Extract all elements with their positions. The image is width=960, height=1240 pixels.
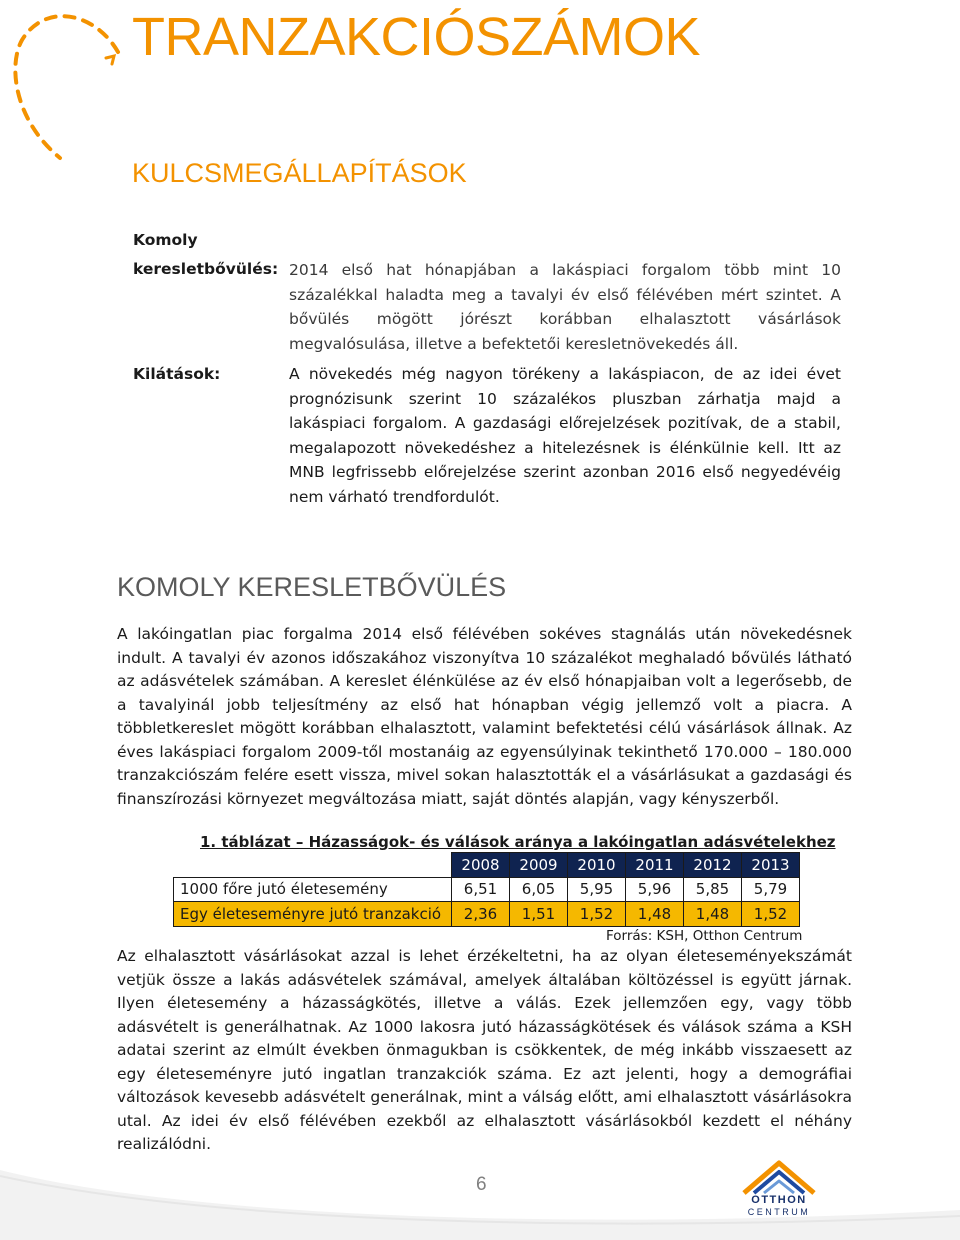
table-cell: 6,51 [452, 877, 510, 902]
table-cell: 1,48 [626, 902, 684, 927]
body-paragraph-2: Az elhalasztott vásárlásokat azzal is lehet érzékeltetni, ha az olyan életeseményekszámát vetjük össze a lakás adásvételek számával, amelyek általában költözéssel is együtt járnak. Ilyen életesemény a házasságkötés, illetve a válás. Ezek jellemzően egy, vagy több adásvételt is generálhatnak. Az 1000 lakosra jutó házasságkötések és válások száma a KSH adatai szerint az elmúlt években önmagukban is csökkentek, de még inkább visszaesett az egy életeseményre jutó ingatlan tranzakciók száma. Ez azt jelenti, hogy a demográfiai változások kevesebb adásvételt generálnak, mint a válság előtt, ami elhalasztott vásárlásokra utal. Az idei év első félévében ezekből az elhalasztott vásárlásokból kezdett el néhány realizálódni. [117, 947, 852, 1153]
page-number: 6 [476, 1174, 487, 1195]
key-finding-label-2: Kilátások: [133, 365, 221, 383]
row-label: 1000 főre jutó életesemény [174, 877, 452, 902]
year-header: 2008 [452, 853, 510, 878]
page-title: TRANZAKCIÓSZÁMOK [132, 7, 701, 67]
key-finding-label-1b: keresletbővülés: [133, 260, 279, 278]
table-cell: 5,85 [684, 877, 742, 902]
table-cell: 6,05 [510, 877, 568, 902]
otthon-centrum-logo [736, 1157, 822, 1231]
table-cell: 5,79 [742, 877, 800, 902]
table-source: Forrás: KSH, Otthon Centrum [606, 928, 803, 944]
table-cell: 1,51 [510, 902, 568, 927]
table-cell: 1,48 [684, 902, 742, 927]
table-cell: 1,52 [742, 902, 800, 927]
body-paragraph-1: A lakóingatlan piac forgalma 2014 első félévében sokéves stagnálás után növekedésnek indult. A tavalyi év azonos időszakához viszonyítva 10 százalékot meghaladó bővülés látható az adásvételek számában. A kereslet élénkülése az év első hónapjaiban volt a legerősebb, de a tavalyinál jobb teljesítmény az első hat hónapban végig jellemző volt a piacra. A többletkereslet mögött korábban elhalasztott, valamint befektetési célú vásárlások állnak. Az éves lakáspiaci forgalom 2009-től mostanáig az egyensúlyinak tekinthető 170.000 – 180.000 tranzakciószám felére esett vissza, mivel sokan halasztották el a vásárlásukat a gazdasági és finanszírozási környezet megváltozása miatt, saját döntés alapján, vagy kényszerből. [117, 625, 852, 808]
table-cell: 1,52 [568, 902, 626, 927]
table-cell: 5,96 [626, 877, 684, 902]
data-table [173, 852, 800, 927]
key-finding-text-2: A növekedés még nagyon törékeny a lakáspiacon, de az idei évet prognózisunk szerint 10 százalékos pluszban zárhatja majd a lakáspiaci forgalom. A gazdasági előrejelzések pozitívak, de a stabil, megalapozott növekedéshez a hitelezésnek is élénkülnie kell. Itt az MNB legfrissebb előrejelzése szerint azonban 2016 első negyedévéig nem várható trendfordulót. [289, 365, 841, 506]
table-row [174, 877, 800, 902]
logo-text-line1: OTTHON [751, 1194, 807, 1206]
table-corner-cell [174, 853, 452, 878]
table-row-highlighted [174, 902, 800, 927]
logo-house-icon [736, 1157, 822, 1197]
table-header-row [174, 853, 800, 878]
table-cell: 2,36 [452, 902, 510, 927]
year-header: 2011 [626, 853, 684, 878]
key-finding-text-1: 2014 első hat hónapjában a lakáspiaci forgalom több mint 10 százalékkal haladta meg a tavalyi év első félévében mért szintet. A bővülés mögött jórészt korábban elhalasztott vásárlások megvalósulása, illetve a befektetői keresletnövekedés áll. [289, 261, 841, 353]
year-header: 2010 [568, 853, 626, 878]
year-header: 2013 [742, 853, 800, 878]
decorative-dashed-arc [0, 0, 130, 170]
table-caption: 1. táblázat – Házasságok- és válások aránya a lakóingatlan adásvételekhez [200, 833, 836, 851]
section-heading: KOMOLY KERESLETBŐVÜLÉS [117, 572, 507, 602]
key-findings-heading: KULCSMEGÁLLAPÍTÁSOK [132, 158, 467, 188]
logo-text-line2: CENTRUM [747, 1207, 811, 1217]
year-header: 2012 [684, 853, 742, 878]
row-label: Egy életeseményre jutó tranzakció [174, 902, 452, 927]
table-cell: 5,95 [568, 877, 626, 902]
key-finding-label-1a: Komoly [133, 231, 198, 249]
year-header: 2009 [510, 853, 568, 878]
